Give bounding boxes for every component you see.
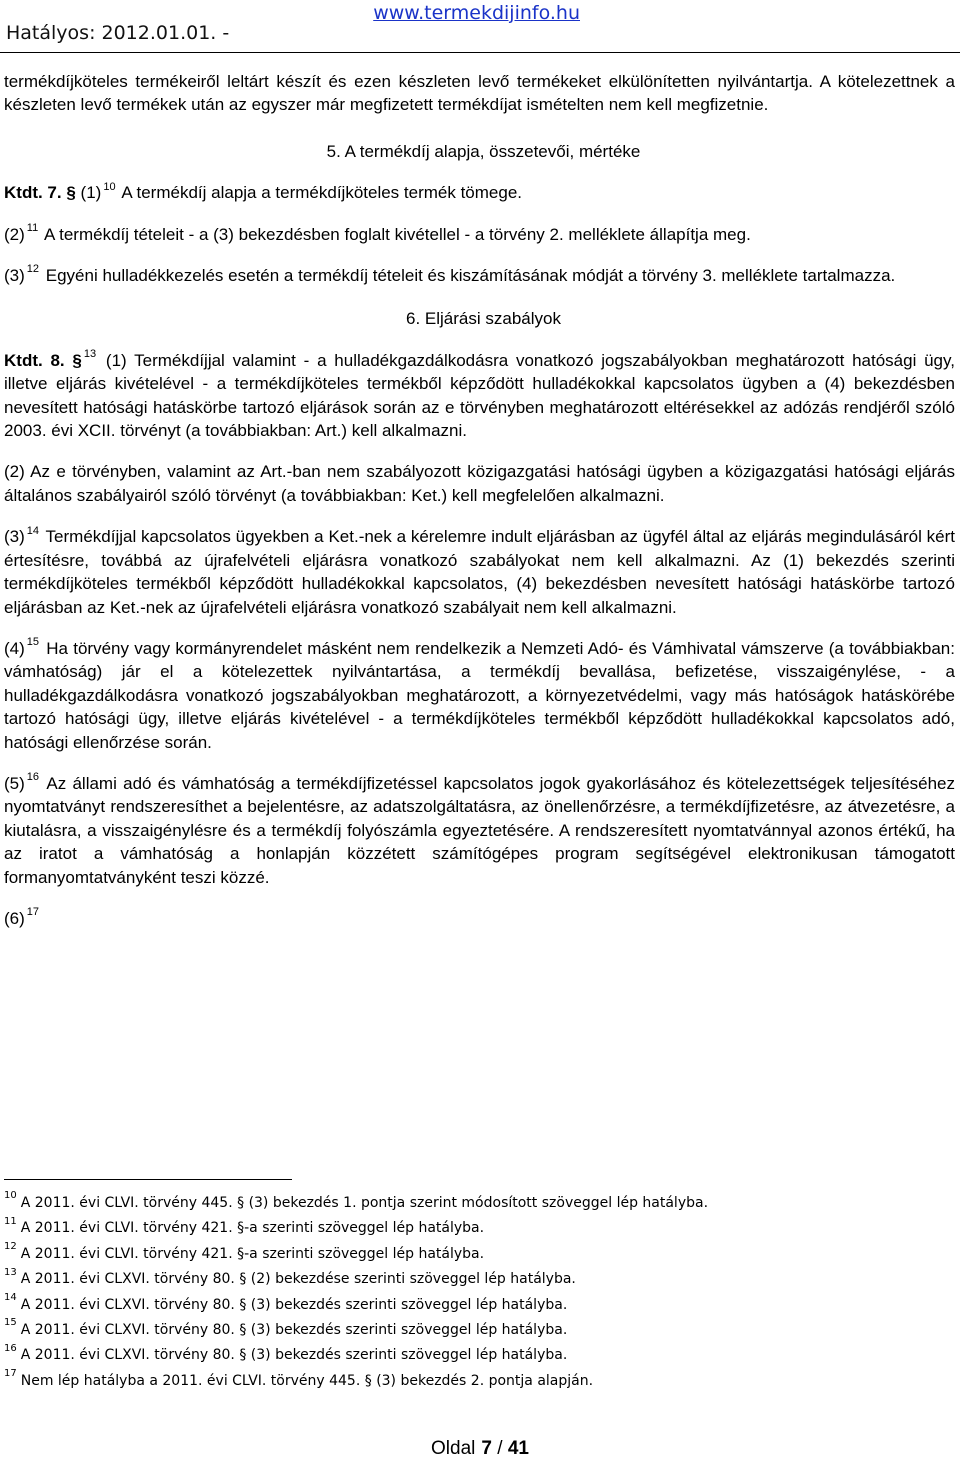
intro-paragraph: termékdíjköteles termékeiről leltárt készít és ezen készleten levő termékeket elkülönítetten nyilvántartja. A kötelezettnek a készleten levő termékek után az egyszer már megfizetett termékdíjat ismételten nem kell megfizetnie.: [4, 72, 955, 115]
effective-date: Hatályos: 2012.01.01. -: [6, 22, 230, 44]
footnote-item: [4, 1369, 944, 1394]
paragraph-8-1: [4, 349, 955, 443]
footnote-divider: [4, 1179, 292, 1180]
footnote-item: [4, 1267, 944, 1292]
footnote-text: A 2011. évi CLXVI. törvény 80. § (3) bekezdés szerinti szöveggel lép hatályba.: [20, 1347, 568, 1364]
footnote-ref-12[interactable]: 12: [26, 263, 40, 276]
page-number: [0, 1438, 960, 1460]
footnote-ref-11[interactable]: 11: [26, 221, 39, 234]
paragraph-text: Az állami adó és vámhatóság a termékdíjfizetéssel kapcsolatos jogok gyakorlásához és kötelezettségek teljesítéséhez nyomtatványt rendszeresíthet a bejelentésre, az adatszolgáltatásra, az önellenőrzésre, a termékdíjfizetésre, az átvezetésre, a kiutalásra, a visszaigénylésre és a termékdíj folyószámla egyeztetésére. A rendszeresített nyomtatvánnyal azonos értékű, ha az iratot a vámhatóság a honlapján közzétett számítógépes program segítségével elektronikusan támogatott formanyomtatványként teszi közzé.: [4, 773, 955, 887]
section-heading-6: 6. Eljárási szabályok: [406, 309, 561, 329]
paragraph-8-label: Ktdt. 8.: [4, 350, 65, 370]
paragraph-text: (1) Termékdíjjal valamint - a hulladékgazdálkodásra vonatkozó jogszabályokban meghatározott hatósági ügy, illetve eljárás kivételével - a termékdíjköteles termékből képződött hulladékokkal kapcsolatos ügyben a (4) bekezdésben nevesített hatósági hatáskörbe tartozó eljárások során az e törvényben meghatározott eltérésekkel az adózás rendjéről szóló 2003. évi XCII. törvényt (a továbbiakban: Art.) kell alkalmazni.: [4, 350, 955, 441]
footnote-number: 11: [4, 1215, 17, 1227]
paragraph-text: Egyéni hulladékkezelés esetén a termékdíj tételeit és kiszámításának módját a törvény 3. melléklete tartalmazza.: [45, 266, 896, 286]
page-separator: /: [497, 1438, 503, 1459]
paragraph-text: A termékdíj alapja a termékdíjköteles termék tömege.: [121, 183, 523, 203]
paragraph-text: A termékdíj tételeit - a (3) bekezdésben foglalt kivétellel - a törvény 2. melléklete állapítja meg.: [44, 224, 751, 244]
current-page: 7: [481, 1438, 492, 1459]
footnote-number: 16: [4, 1342, 17, 1354]
footnote-item: [4, 1343, 944, 1368]
footnote-ref-15[interactable]: 15: [26, 636, 40, 649]
paragraph-8-4: [4, 637, 955, 754]
section-sign: §: [72, 350, 82, 370]
footnote-number: 10: [4, 1190, 17, 1202]
footnote-item: [4, 1216, 944, 1241]
footnote-number: 12: [4, 1241, 17, 1253]
subsection-number: (4): [4, 638, 25, 658]
section-heading-5: 5. A termékdíj alapja, összetevői, mértéke: [326, 141, 641, 161]
footnote-number: 17: [4, 1368, 17, 1380]
total-pages: 41: [507, 1438, 529, 1459]
document-body: [4, 70, 955, 948]
footnote-number: 14: [4, 1291, 17, 1303]
footnote-text: A 2011. évi CLVI. törvény 421. §-a szerinti szöveggel lép hatályba.: [20, 1220, 485, 1237]
footnote-text: Nem lép hatályba a 2011. évi CLVI. törvény 445. § (3) bekezdés 2. pontja alapján.: [20, 1372, 594, 1389]
paragraph-7-1: [4, 181, 955, 204]
footnotes: [4, 1191, 944, 1394]
subsection-number: (6): [4, 908, 25, 928]
footnote-ref-13[interactable]: 13: [83, 348, 97, 361]
footnote-text: A 2011. évi CLVI. törvény 445. § (3) bekezdés 1. pontja szerint módosított szöveggel lép hatályba.: [20, 1195, 709, 1211]
paragraph-8-3: [4, 525, 955, 619]
footnote-item: [4, 1191, 944, 1216]
paragraph-text: Ha törvény vagy kormányrendelet másként nem rendelkezik a Nemzeti Adó- és Vámhivatal vámszerve (a továbbiakban: vámhatóság) jár el a kötelezettek nyilvántartása, a termékdíj bevallása, befizetése, visszaigénylése, - a hulladékgazdálkodásra vonatkozó jogszabályokban meghatározott, a környezetvédelmi, vagy más hatóságok hatáskörébe tartozó hatósági ügy, illetve eljárás kivételével - a termékdíjköteles termékből képződött hulladékokkal kapcsolatos adó, hatósági ellenőrzése során.: [4, 638, 955, 752]
subsection-number: (3): [4, 266, 25, 286]
footnote-ref-10[interactable]: 10: [103, 180, 116, 193]
paragraph-7-2: [4, 223, 955, 246]
footnote-number: 15: [4, 1317, 17, 1329]
footnote-text: A 2011. évi CLXVI. törvény 80. § (2) bekezdése szerinti szöveggel lép hatályba.: [20, 1271, 576, 1288]
paragraph-8-2: (2) Az e törvényben, valamint az Art.-ban nem szabályozott közigazgatási hatósági ügyben a közigazgatási hatósági eljárás általános szabályairól szóló törvényt (a továbbiakban: Ket.) kell megfelelően alkalmazni.: [4, 462, 955, 505]
footnote-item: [4, 1242, 944, 1267]
footnote-text: A 2011. évi CLXVI. törvény 80. § (3) bekezdés szerinti szöveggel lép hatályba.: [20, 1296, 568, 1313]
header-divider: [0, 52, 960, 53]
footnote-text: A 2011. évi CLXVI. törvény 80. § (3) bekezdés szerinti szöveggel lép hatályba.: [20, 1322, 568, 1339]
paragraph-text: Termékdíjjal kapcsolatos ügyekben a Ket.-nek a kérelemre indult eljárásban az ügyfél által az eljárás megindulásáról kért értesítésre, továbbá az újrafelvételi eljárásra vonatkozó szabályokat nem kell alkalmazni. Az (1) bekezdés szerinti termékdíjköteles termékből képződött hulladékokkal kapcsolatos, (4) bekezdésben nevesített hatósági hatáskörbe tartozó eljárásban az Ket.-nek az újrafelvételi eljárásra vonatkozó szabályait nem kell alkalmazni.: [4, 527, 955, 617]
footnote-ref-16[interactable]: 16: [26, 771, 40, 784]
paragraph-8-6: [4, 907, 955, 930]
footnote-item: [4, 1318, 944, 1343]
paragraph-7-3: [4, 264, 955, 287]
paragraph-7-label: Ktdt. 7.: [4, 183, 62, 203]
footnote-number: 13: [4, 1266, 17, 1278]
section-sign: §: [66, 183, 76, 203]
footnote-ref-17[interactable]: 17: [26, 906, 40, 919]
subsection-number: (3): [4, 527, 25, 547]
subsection-number: (5): [4, 773, 25, 793]
subsection-number: (1): [80, 183, 102, 203]
footnote-item: [4, 1293, 944, 1318]
paragraph-8-5: [4, 772, 955, 889]
footnote-ref-14[interactable]: 14: [26, 524, 40, 537]
footnote-text: A 2011. évi CLVI. törvény 421. §-a szerinti szöveggel lép hatályba.: [20, 1245, 485, 1262]
page-label: Oldal: [431, 1438, 476, 1459]
site-link[interactable]: www.termekdijinfo.hu: [373, 2, 580, 24]
subsection-number: (2): [4, 224, 25, 244]
